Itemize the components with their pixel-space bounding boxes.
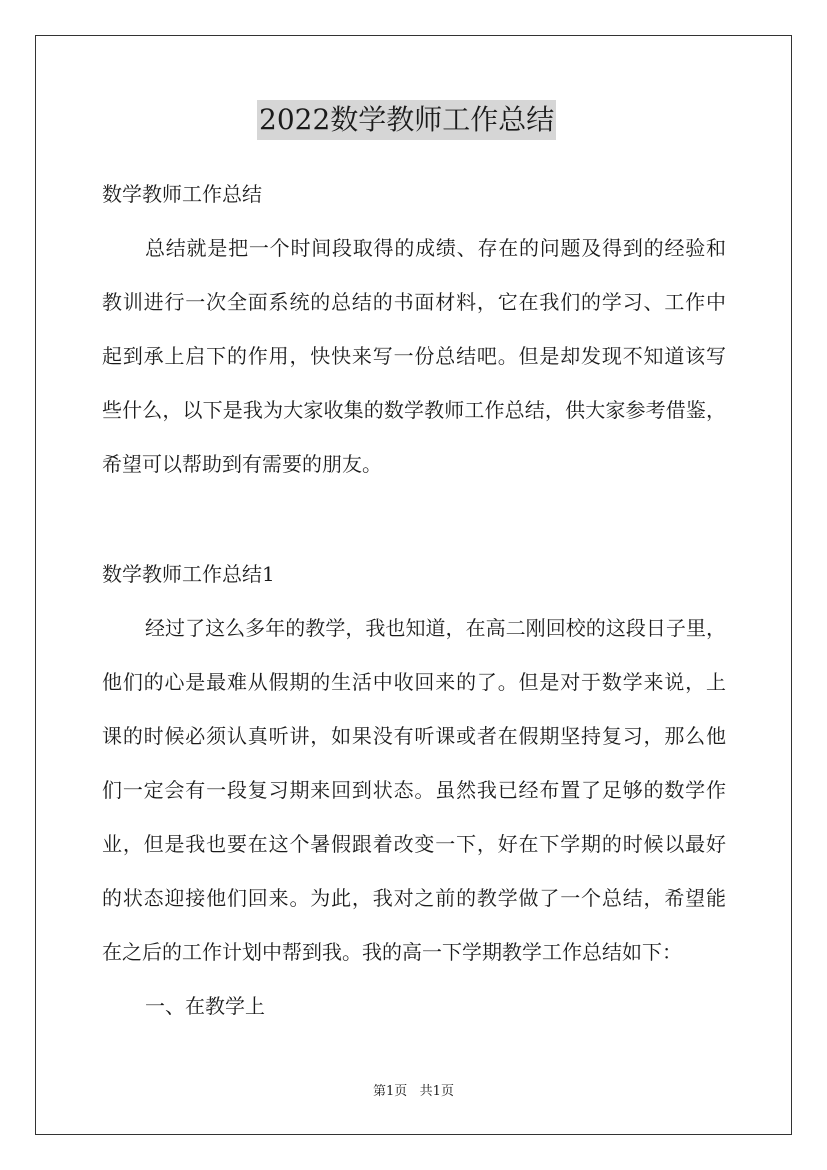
document-title: 2022数学教师工作总结 [257, 100, 556, 140]
section1-line: 他们的心是最难从假期的生活中收回来的了。但是对于数学来说，上 [102, 670, 726, 694]
subheading-teaching: 一、在教学上 [145, 994, 265, 1018]
intro-heading: 数学教师工作总结 [102, 182, 262, 206]
section1-line: 经过了这么多年的教学，我也知道，在高二刚回校的这段日子里， [145, 616, 726, 640]
section1-line: 课的时候必须认真听讲，如果没有听课或者在假期坚持复习，那么他 [102, 724, 726, 748]
section1-line: 在之后的工作计划中帮到我。我的高一下学期教学工作总结如下： [102, 940, 682, 964]
intro-line: 些什么，以下是我为大家收集的数学教师工作总结，供大家参考借鉴， [102, 398, 726, 422]
intro-line: 教训进行一次全面系统的总结的书面材料，它在我们的学习、工作中 [102, 290, 726, 314]
intro-line: 希望可以帮助到有需要的朋友。 [102, 452, 382, 476]
section1-heading: 数学教师工作总结1 [102, 562, 275, 586]
section1-line: 的状态迎接他们回来。为此，我对之前的教学做了一个总结，希望能 [102, 886, 726, 910]
section1-line: 业，但是我也要在这个暑假跟着改变一下，好在下学期的时候以最好 [102, 832, 726, 856]
intro-line: 总结就是把一个时间段取得的成绩、存在的问题及得到的经验和 [145, 236, 726, 260]
page-footer: 第1页 共1页 [373, 1084, 454, 1099]
section1-line: 们一定会有一段复习期来回到状态。虽然我已经布置了足够的数学作 [102, 778, 726, 802]
intro-line: 起到承上启下的作用，快快来写一份总结吧。但是却发现不知道该写 [102, 344, 726, 368]
